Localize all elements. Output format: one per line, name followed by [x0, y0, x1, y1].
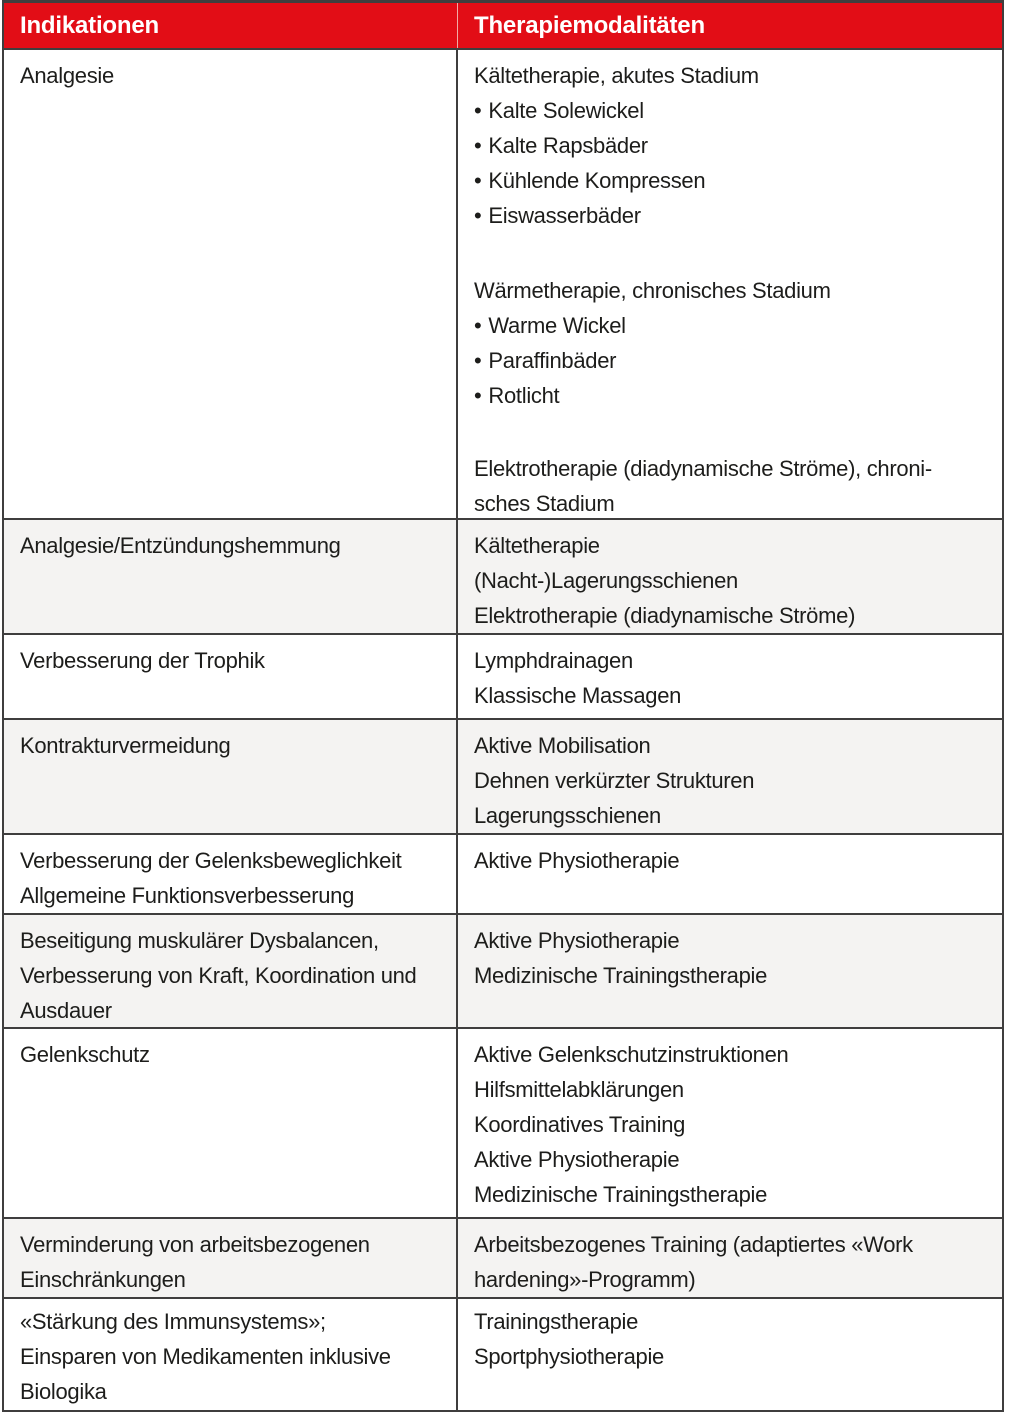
indication-line: Kontrakturvermeidung [20, 733, 231, 758]
therapy-item-label: Kalte Rapsbäder [488, 133, 648, 158]
therapy-item-label: Warme Wickel [488, 313, 626, 338]
therapy-cell [458, 1219, 1002, 1297]
indication-cell [4, 50, 458, 518]
therapy-line: (Nacht-)Lagerungsschienen [474, 568, 738, 593]
therapy-cell [458, 835, 1002, 913]
table-row-immunsystem [4, 1297, 1002, 1410]
therapy-line: Klassische Massagen [474, 683, 682, 708]
table-row-analgesie-entzuendungshemmung [4, 518, 1002, 633]
therapy-item-label: Eiswasserbäder [488, 203, 641, 228]
therapy-bullet-item [474, 308, 992, 343]
therapy-bullet-item [474, 93, 992, 128]
indication-line: Einsparen von Medikamenten inklusive [20, 1344, 391, 1369]
header-cell-therapies: Therapiemodalitäten [474, 11, 705, 39]
indication-line: Biologika [20, 1379, 107, 1404]
indication-line: Verbesserung der Gelenksbeweglichkeit [20, 848, 402, 873]
therapy-item-label: Paraffinbäder [488, 348, 617, 373]
indication-cell [4, 635, 458, 718]
therapy-bullet-item [474, 198, 992, 233]
indication-cell [4, 520, 458, 633]
therapy-item-label: Rotlicht [488, 383, 560, 408]
therapy-cell [458, 635, 1002, 718]
indication-line: Analgesie/Entzündungshemmung [20, 533, 341, 558]
therapy-line: Hilfsmittelabklärungen [474, 1077, 684, 1102]
therapy-cell [458, 915, 1002, 1027]
table-row-kontrakturvermeidung [4, 718, 1002, 833]
therapy-cell [458, 50, 1002, 518]
indication-line: Beseitigung muskulärer Dysbalancen, [20, 928, 379, 953]
therapy-line: Aktive Mobilisation [474, 733, 651, 758]
therapy-cell [458, 1029, 1002, 1217]
table-row-gelenkschutz [4, 1027, 1002, 1217]
therapy-line: Medizinische Trainingstherapie [474, 963, 768, 988]
therapy-line: Lagerungsschienen [474, 803, 661, 828]
therapy-bullet-item [474, 163, 992, 198]
therapy-line: Kältetherapie [474, 533, 600, 558]
therapy-line: Medizinische Trainingstherapie [474, 1182, 768, 1207]
bullet-icon: • [474, 133, 482, 158]
therapy-bullet-item [474, 378, 992, 413]
therapy-cell [458, 1299, 1002, 1410]
bullet-icon: • [474, 98, 482, 123]
indication-cell [4, 1299, 458, 1410]
therapy-line: Koordinatives Training [474, 1112, 686, 1137]
therapy-line: Lymphdrainagen [474, 648, 633, 673]
therapy-group-title: Wärmetherapie, chronisches Stadium [474, 278, 831, 303]
therapy-line: Aktive Physiotherapie [474, 1147, 680, 1172]
indication-line: Analgesie [20, 63, 114, 88]
bullet-icon: • [474, 383, 482, 408]
therapy-group-title: Elektrotherapie (diadynamische Ströme), chroni- [474, 456, 932, 481]
therapy-group-title: Kältetherapie, akutes Stadium [474, 63, 759, 88]
indication-line: «Stärkung des Immunsystems»; [20, 1309, 326, 1334]
table-row-analgesie [4, 48, 1002, 518]
table-row-arbeitsbezogene-einschraenkungen [4, 1217, 1002, 1297]
table-row-gelenksbeweglichkeit [4, 833, 1002, 913]
indication-line: Einschränkungen [20, 1267, 186, 1292]
indication-cell [4, 835, 458, 913]
therapy-line: Arbeitsbezogenes Training (adaptiertes «Work [474, 1232, 913, 1257]
indication-line: Verminderung von arbeitsbezogenen [20, 1232, 370, 1257]
bullet-icon: • [474, 348, 482, 373]
indication-line: Ausdauer [20, 998, 112, 1023]
therapy-line: Sportphysiotherapie [474, 1344, 664, 1369]
therapy-cell [458, 720, 1002, 833]
therapy-bullet-item [474, 343, 992, 378]
therapy-line: Aktive Physiotherapie [474, 928, 680, 953]
therapy-line: Elektrotherapie (diadynamische Ströme) [474, 603, 856, 628]
therapy-group-title-cont: sches Stadium [474, 491, 615, 516]
indication-cell [4, 1219, 458, 1297]
header-cell-indications: Indikationen [4, 3, 458, 48]
indication-line: Gelenkschutz [20, 1042, 150, 1067]
therapy-line: Aktive Physiotherapie [474, 848, 680, 873]
indication-cell [4, 1029, 458, 1217]
indication-cell [4, 915, 458, 1027]
therapy-line: Trainingstherapie [474, 1309, 639, 1334]
therapy-line: hardening»-Programm) [474, 1267, 696, 1292]
indication-line: Allgemeine Funktionsverbesserung [20, 883, 355, 908]
therapy-item-label: Kühlende Kompressen [488, 168, 706, 193]
indication-line: Verbesserung von Kraft, Koordination und [20, 963, 417, 988]
bullet-icon: • [474, 313, 482, 338]
indication-line: Verbesserung der Trophik [20, 648, 265, 673]
table-header-row [4, 3, 1002, 48]
table-row-dysbalancen [4, 913, 1002, 1027]
therapy-line: Dehnen verkürzter Strukturen [474, 768, 755, 793]
bullet-icon: • [474, 168, 482, 193]
therapy-line: Aktive Gelenkschutzinstruktionen [474, 1042, 789, 1067]
indications-therapies-table [2, 0, 1004, 1412]
bullet-icon: • [474, 203, 482, 228]
therapy-item-label: Kalte Solewickel [488, 98, 644, 123]
therapy-cell [458, 520, 1002, 633]
table-row-trophik [4, 633, 1002, 718]
indication-cell [4, 720, 458, 833]
therapy-bullet-item [474, 128, 992, 163]
